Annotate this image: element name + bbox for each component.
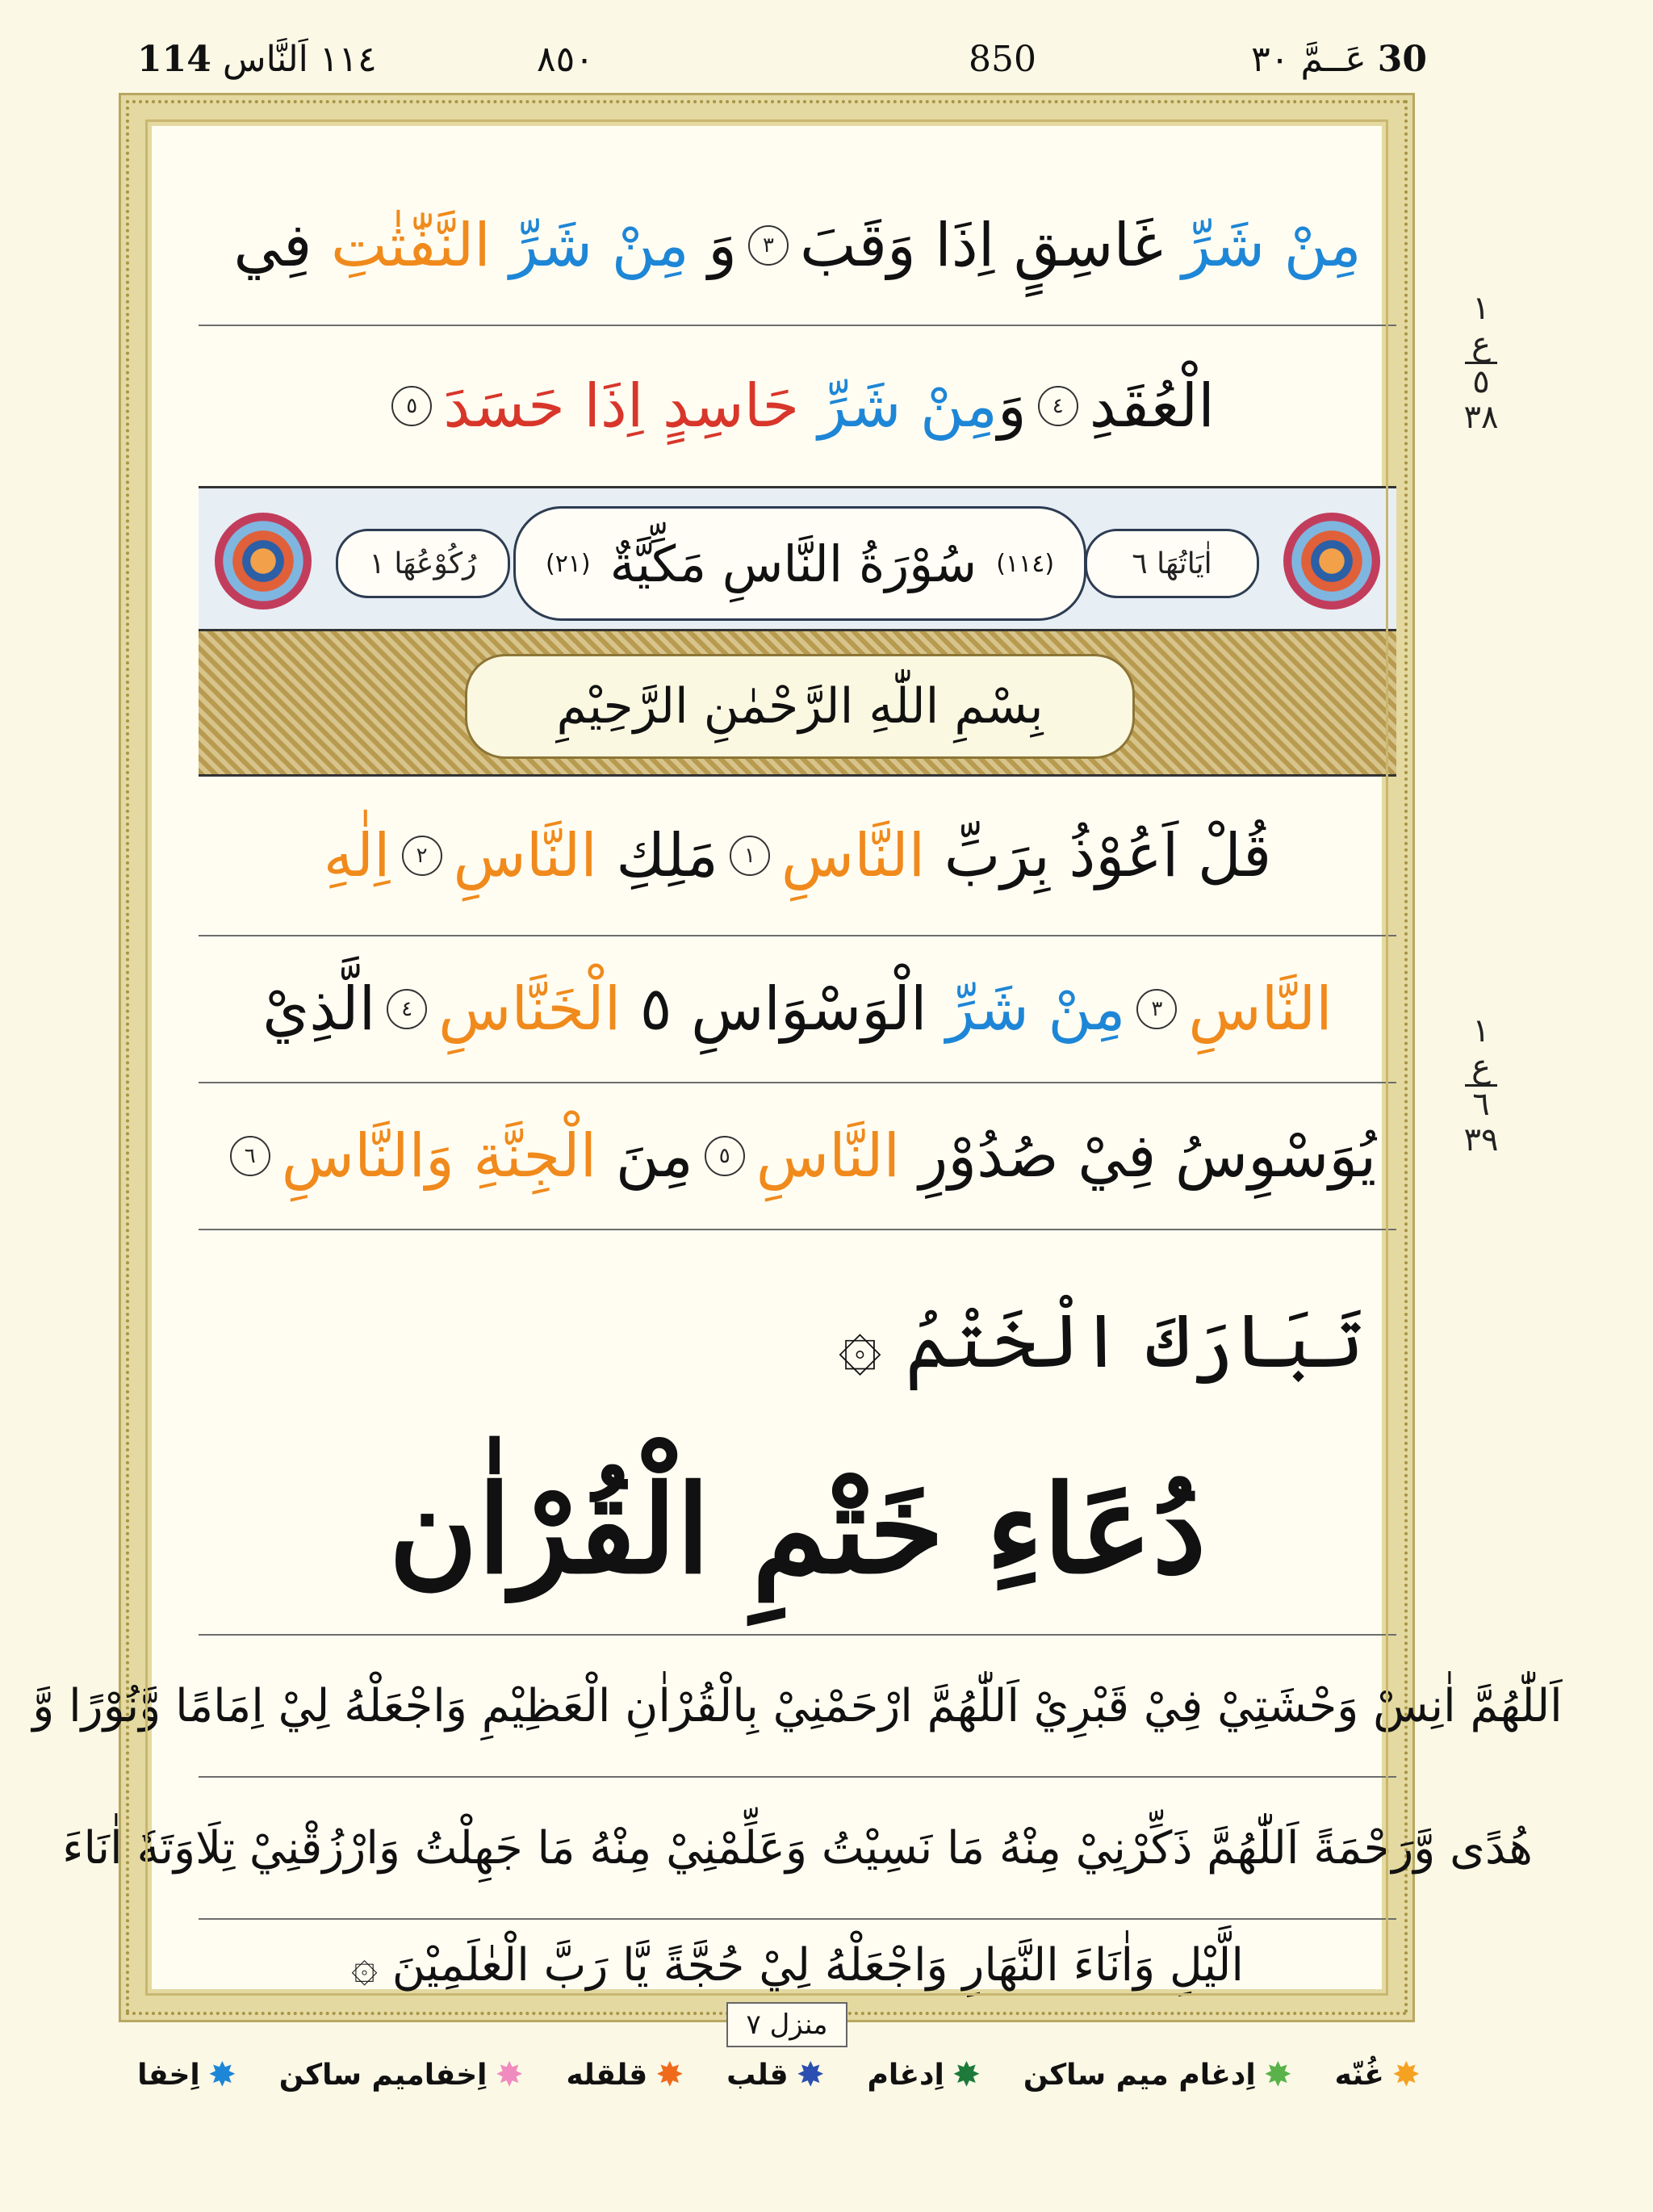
ayah-marker: ٣ — [1136, 989, 1177, 1029]
surah-name: اَلنَّاس — [222, 39, 308, 80]
ayah-marker: ١ — [730, 836, 770, 876]
tajweed-legend — [137, 2051, 1421, 2099]
legend-item-ikhfa — [137, 2055, 236, 2094]
legend-label: اِخفامیم ساکن — [278, 2058, 488, 2092]
ayah-marker: ٤ — [1038, 386, 1078, 426]
word: النَّفّٰثٰتِ — [330, 211, 491, 280]
margin-ayn: ع — [1471, 1048, 1491, 1085]
ruku-margin-mark — [1453, 291, 1509, 435]
margin-bottom: ٣٩ — [1463, 1121, 1499, 1158]
margin-bottom: ٣٨ — [1463, 399, 1499, 436]
surah-title: سُوْرَةُ النَّاسِ مَكِّيَّةٌ — [609, 534, 977, 593]
juz-name: عَــمَّ — [1300, 39, 1366, 80]
word: الْعُقَدِ — [1089, 371, 1215, 441]
falaq-line-1 — [199, 166, 1396, 326]
word: حَاسِدٍ اِذَا حَسَدَ — [443, 371, 800, 441]
ruku-margin-mark — [1453, 1013, 1509, 1158]
legend-item-qalb — [726, 2055, 825, 2094]
ayah-marker: ٥ — [705, 1136, 745, 1176]
margin-mid: ٦ — [1472, 1086, 1490, 1123]
word: مِنْ شَرِّ — [1182, 211, 1362, 280]
word: مِنَ — [615, 1121, 693, 1191]
star-icon: ✸ — [1391, 2055, 1421, 2094]
word: الْوَسْوَاسِ ٥ — [639, 974, 927, 1044]
juz-number: 30 — [1377, 39, 1427, 80]
bismillah-band — [199, 631, 1396, 777]
star-icon: ✸ — [495, 2055, 524, 2094]
ayah-marker: ٣ — [748, 225, 789, 266]
dua-line-3: الَّيْلِ وَاٰنَاءَ النَّهَارِ وَاجْعَلْهُ لِيْ حُجَّةً يَّا رَبَّ الْعٰلَمِيْنَ ۞ — [351, 1938, 1244, 1992]
word: النَّاسِ — [1188, 974, 1333, 1044]
page-number: 850 — [969, 39, 1036, 80]
legend-item-qalqala — [566, 2055, 684, 2094]
word: وَ — [425, 1121, 454, 1191]
margin-top: ١ — [1472, 1012, 1490, 1049]
legend-label: اِدغام میم ساکن — [1023, 2058, 1256, 2092]
star-icon: ✸ — [1263, 2055, 1292, 2094]
word: فِي — [233, 211, 312, 280]
star-icon: ✸ — [796, 2055, 825, 2094]
surah-order: (١١٤) — [996, 549, 1055, 578]
page-number-arabic: ٨٥٠ — [537, 39, 594, 80]
star-icon: ✸ — [952, 2055, 981, 2094]
nas-line-2 — [199, 936, 1396, 1083]
word: قُلْ اَعُوْذُ — [1069, 821, 1272, 890]
nas-line-1 — [199, 777, 1396, 936]
word: الْجِنَّةِ — [473, 1121, 597, 1191]
word: النَّاسِ — [755, 1121, 901, 1191]
ayah-marker: ٢ — [402, 836, 442, 876]
juz-number-ar: ٣٠ — [1251, 39, 1290, 80]
legend-item-ghunna — [1334, 2055, 1421, 2094]
word: يُوَسْوِسُ فِيْ صُدُوْرِ — [919, 1121, 1377, 1191]
falaq-line-2 — [199, 326, 1396, 486]
word: النَّاسِ — [780, 821, 926, 890]
bismillah: بِسْمِ اللّٰهِ الرَّحْمٰنِ الرَّحِيْمِ — [465, 654, 1135, 759]
surah-number-ar: ١١٤ — [319, 39, 377, 80]
star-icon: ✸ — [655, 2055, 684, 2094]
word: مِنْ شَرِّ — [509, 211, 689, 280]
surah-title-cartouche — [513, 506, 1086, 621]
surah-header-band — [199, 486, 1396, 631]
legend-label: اِدغام — [867, 2058, 944, 2092]
word: وَ — [997, 371, 1027, 441]
margin-top: ١ — [1472, 290, 1490, 327]
legend-label: غُنّه — [1334, 2058, 1384, 2092]
dua-line-2: هُدًى وَّرَحْمَةً اَللّٰهُمَّ ذَكِّرْنِيْ مِنْهُ مَا نَسِيْتُ وَعَلِّمْنِيْ مِنْهُ مَا جَهِلْتُ وَارْزُقْنِيْ تِلَاوَتَهٗ اٰنَاءَ — [199, 1778, 1396, 1920]
word: بِرَبِّ — [944, 821, 1050, 890]
flower-ornament-icon — [1283, 513, 1380, 610]
star-icon: ✸ — [207, 2055, 236, 2094]
word: مَلِكِ — [616, 821, 718, 890]
margin-mid: ٥ — [1472, 363, 1490, 400]
legend-label: قلب — [726, 2058, 789, 2092]
word: الَّذِيْ — [262, 974, 376, 1044]
revelation-order: (٢١) — [545, 549, 591, 578]
flower-ornament-icon — [215, 513, 312, 610]
header-juz — [1251, 39, 1427, 80]
word: الْخَنَّاسِ — [438, 974, 621, 1044]
header-surah-name — [137, 39, 377, 80]
tabaraka-calligraphy: تَبَارَكَ الْخَتْمُ ۞ — [838, 1297, 1364, 1385]
ayah-marker: ٦ — [230, 1136, 270, 1176]
margin-ayn: ع — [1471, 325, 1491, 362]
word: النَّاسِ — [453, 821, 597, 890]
word: مِنْ شَرِّ — [818, 371, 998, 441]
nas-line-3 — [199, 1083, 1396, 1230]
legend-label: اِخفا — [137, 2058, 200, 2092]
manzil-tag: منزل ٧ — [726, 2002, 847, 2047]
ayat-count-cartouche: اٰيَاتُهَا ٦ — [1085, 529, 1259, 598]
word: اِلٰهِ — [323, 821, 391, 890]
legend-item-idgham-meem — [1023, 2055, 1292, 2094]
dua-line-1: اَللّٰهُمَّ اٰنِسْ وَحْشَتِيْ فِيْ قَبْرِيْ اَللّٰهُمَّ ارْحَمْنِيْ بِالْقُرْاٰنِ الْعَظِيْمِ وَاجْعَلْهُ لِيْ اِمَامًا وَّنُوْرًا وَّ — [199, 1636, 1396, 1778]
legend-item-ikhfa-meem — [278, 2055, 524, 2094]
ruku-count-cartouche: رُكُوْعُهَا ١ — [336, 529, 510, 598]
word: غَاسِقٍ اِذَا وَقَبَ — [799, 211, 1163, 280]
word: مِنْ شَرِّ — [946, 974, 1126, 1044]
dua-title-calligraphy: دُعَاءِ خَتْمِ الْقُرْاٰن — [199, 1426, 1396, 1636]
ayah-marker: ٥ — [391, 386, 432, 426]
ayah-marker: ٤ — [387, 989, 427, 1029]
legend-item-idgham — [867, 2055, 981, 2094]
surah-number: 114 — [137, 39, 211, 80]
legend-label: قلقله — [566, 2058, 648, 2092]
word: وَ — [708, 211, 737, 280]
word: النَّاسِ — [281, 1121, 426, 1191]
